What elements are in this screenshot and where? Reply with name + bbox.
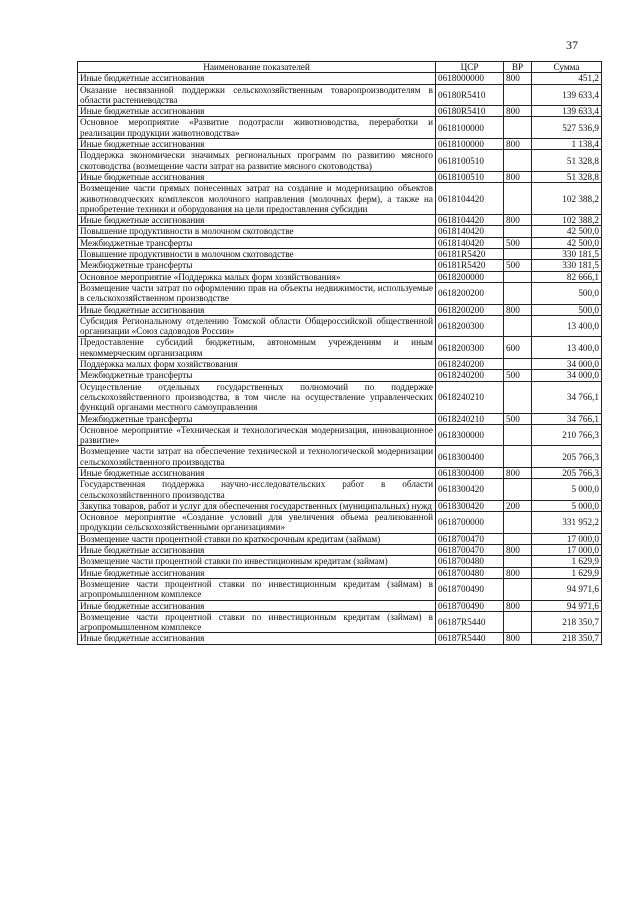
- table-row: [78, 304, 602, 315]
- table-row: [78, 315, 602, 337]
- cell-name: Возмещение части процентной ставки по краткосрочным кредитам (займам): [78, 533, 436, 544]
- cell-name: Поддержка экономически значимых региональных программ по развитию мясного скотоводства (возмещение части затрат на развитие мясного скотоводства): [78, 150, 436, 172]
- cell-sum: 17 000,0: [532, 533, 602, 544]
- cell-vr: 500: [504, 370, 532, 381]
- cell-name: Осуществление отдельных государственных полномочий по поддержке сельскохозяйственного производства, в том числе на осуществление управленческих функций органами местного самоуправления: [78, 381, 436, 413]
- table-row: [78, 73, 602, 84]
- cell-sum: 1 138,4: [532, 139, 602, 150]
- cell-vr: [504, 479, 532, 501]
- cell-name: Иные бюджетные ассигнования: [78, 467, 436, 478]
- table-row: [78, 171, 602, 182]
- cell-sum: 17 000,0: [532, 545, 602, 556]
- cell-vr: [504, 556, 532, 567]
- cell-sum: 34 766,1: [532, 381, 602, 413]
- header-vr: ВР: [504, 62, 532, 73]
- cell-name: Иные бюджетные ассигнования: [78, 600, 436, 611]
- cell-vr: 500: [504, 413, 532, 424]
- cell-sum: 139 633,4: [532, 106, 602, 117]
- cell-vr: 800: [504, 545, 532, 556]
- budget-table: [77, 61, 602, 645]
- cell-name: Основное мероприятие «Поддержка малых форм хозяйствования»: [78, 271, 436, 282]
- cell-csr: 0618100000: [436, 117, 504, 139]
- cell-csr: 0618700470: [436, 545, 504, 556]
- table-row: [78, 600, 602, 611]
- cell-csr: 0618200300: [436, 337, 504, 359]
- cell-name: Возмещение части затрат по оформлению прав на объекты недвижимости, используемые в сельскохозяйственном производстве: [78, 282, 436, 304]
- cell-name: Иные бюджетные ассигнования: [78, 567, 436, 578]
- cell-sum: 51 328,8: [532, 150, 602, 172]
- table-row: [78, 533, 602, 544]
- cell-sum: 34 000,0: [532, 359, 602, 370]
- cell-vr: 800: [504, 171, 532, 182]
- table-header-row: [78, 62, 602, 73]
- table-row: [78, 556, 602, 567]
- cell-vr: 800: [504, 139, 532, 150]
- cell-csr: 0618700480: [436, 556, 504, 567]
- cell-name: Межбюджетные трансферты: [78, 237, 436, 248]
- cell-sum: 330 181,5: [532, 260, 602, 271]
- page-number: 37: [566, 38, 578, 52]
- cell-name: Основное мероприятие «Создание условий для увеличения объема реализованной продукции сельскохозяйственными организациями»: [78, 512, 436, 534]
- table-row: [78, 578, 602, 600]
- cell-vr: [504, 611, 532, 633]
- cell-csr: 0618240210: [436, 381, 504, 413]
- cell-sum: 205 766,3: [532, 446, 602, 468]
- cell-csr: 0618100510: [436, 171, 504, 182]
- table-body: [78, 73, 602, 644]
- cell-vr: 800: [504, 106, 532, 117]
- cell-vr: [504, 226, 532, 237]
- cell-csr: 0618700000: [436, 512, 504, 534]
- cell-csr: 0618140420: [436, 237, 504, 248]
- cell-vr: [504, 117, 532, 139]
- cell-vr: 800: [504, 304, 532, 315]
- cell-sum: 527 536,9: [532, 117, 602, 139]
- cell-name: Иные бюджетные ассигнования: [78, 139, 436, 150]
- cell-csr: 06181R5420: [436, 249, 504, 260]
- cell-sum: 218 350,7: [532, 611, 602, 633]
- header-sum: Сумма: [532, 62, 602, 73]
- cell-sum: 1 629,9: [532, 556, 602, 567]
- cell-sum: 500,0: [532, 282, 602, 304]
- cell-csr: 06180R5410: [436, 84, 504, 106]
- cell-csr: 0618300000: [436, 424, 504, 446]
- cell-vr: 200: [504, 500, 532, 511]
- table-row: [78, 633, 602, 644]
- cell-name: Иные бюджетные ассигнования: [78, 73, 436, 84]
- cell-vr: 800: [504, 633, 532, 644]
- cell-vr: 800: [504, 467, 532, 478]
- table-row: [78, 381, 602, 413]
- cell-sum: 42 500,0: [532, 226, 602, 237]
- table-row: [78, 424, 602, 446]
- cell-name: Иные бюджетные ассигнования: [78, 106, 436, 117]
- cell-name: Основное мероприятие «Техническая и технологическая модернизация, инновационное развитие»: [78, 424, 436, 446]
- cell-csr: 0618240210: [436, 413, 504, 424]
- cell-csr: 0618700470: [436, 533, 504, 544]
- cell-vr: [504, 271, 532, 282]
- cell-sum: 94 971,6: [532, 578, 602, 600]
- cell-vr: 800: [504, 600, 532, 611]
- cell-vr: 800: [504, 567, 532, 578]
- table-row: [78, 337, 602, 359]
- cell-name: Закупка товаров, работ и услуг для обеспечения государственных (муниципальных) нужд: [78, 500, 436, 511]
- cell-sum: 94 971,6: [532, 600, 602, 611]
- cell-vr: [504, 183, 532, 215]
- cell-csr: 0618700480: [436, 567, 504, 578]
- cell-csr: 0618200200: [436, 304, 504, 315]
- table-row: [78, 117, 602, 139]
- cell-csr: 0618104420: [436, 215, 504, 226]
- header-name: Наименование показателей: [78, 62, 436, 73]
- cell-csr: 0618300420: [436, 479, 504, 501]
- cell-csr: 0618200300: [436, 315, 504, 337]
- table-row: [78, 512, 602, 534]
- cell-vr: [504, 512, 532, 534]
- cell-vr: [504, 249, 532, 260]
- table-row: [78, 237, 602, 248]
- cell-name: Повышение продуктивности в молочном скотоводстве: [78, 226, 436, 237]
- table-row: [78, 370, 602, 381]
- cell-name: Поддержка малых форм хозяйствования: [78, 359, 436, 370]
- table-row: [78, 271, 602, 282]
- cell-sum: 139 633,4: [532, 84, 602, 106]
- cell-sum: 5 000,0: [532, 479, 602, 501]
- cell-name: Возмещение части прямых понесенных затрат на создание и модернизацию объектов животноводческих комплексов молочного направления (молочных ферм), а также на приобретение техники и оборудования на цели предоставления субсидии: [78, 183, 436, 215]
- cell-name: Государственная поддержка научно-исследовательских работ в области сельскохозяйственного производства: [78, 479, 436, 501]
- cell-name: Предоставление субсидий бюджетным, автономным учреждениям и иным некоммерческим организациям: [78, 337, 436, 359]
- cell-sum: 42 500,0: [532, 237, 602, 248]
- cell-sum: 330 181,5: [532, 249, 602, 260]
- cell-name: Межбюджетные трансферты: [78, 260, 436, 271]
- cell-csr: 0618240200: [436, 370, 504, 381]
- cell-csr: 0618300400: [436, 446, 504, 468]
- cell-csr: 0618200200: [436, 282, 504, 304]
- cell-vr: [504, 446, 532, 468]
- cell-sum: 34 000,0: [532, 370, 602, 381]
- table-row: [78, 413, 602, 424]
- table-row: [78, 479, 602, 501]
- cell-name: Иные бюджетные ассигнования: [78, 545, 436, 556]
- cell-name: Субсидия Региональному отделению Томской области Общероссийской общественной организации «Союз садоводов России»: [78, 315, 436, 337]
- table-row: [78, 139, 602, 150]
- cell-vr: [504, 578, 532, 600]
- cell-csr: 0618104420: [436, 183, 504, 215]
- cell-sum: 331 952,2: [532, 512, 602, 534]
- cell-sum: 451,2: [532, 73, 602, 84]
- cell-vr: 800: [504, 215, 532, 226]
- cell-name: Оказание несвязанной поддержки сельскохозяйственным товаропроизводителям в области растениеводства: [78, 84, 436, 106]
- cell-sum: 13 400,0: [532, 315, 602, 337]
- table-row: [78, 106, 602, 117]
- table-row: [78, 84, 602, 106]
- table-row: [78, 611, 602, 633]
- cell-sum: 34 766,1: [532, 413, 602, 424]
- cell-name: Возмещение части затрат на обеспечение технической и технологической модернизации сельскохозяйственного производства: [78, 446, 436, 468]
- cell-csr: 06187R5440: [436, 611, 504, 633]
- cell-sum: 13 400,0: [532, 337, 602, 359]
- cell-name: Межбюджетные трансферты: [78, 370, 436, 381]
- table-row: [78, 260, 602, 271]
- cell-csr: 0618300420: [436, 500, 504, 511]
- cell-csr: 0618100510: [436, 150, 504, 172]
- table-row: [78, 359, 602, 370]
- cell-name: Возмещение части процентной ставки по инвестиционным кредитам (займам) в агропромышленном комплексе: [78, 578, 436, 600]
- cell-csr: 0618000000: [436, 73, 504, 84]
- cell-name: Основное мероприятие «Развитие подотрасли животноводства, переработки и реализации продукции животноводства»: [78, 117, 436, 139]
- cell-sum: 102 388,2: [532, 183, 602, 215]
- cell-vr: 600: [504, 337, 532, 359]
- table-row: [78, 226, 602, 237]
- table-row: [78, 150, 602, 172]
- cell-sum: 205 766,3: [532, 467, 602, 478]
- table-row: [78, 467, 602, 478]
- cell-vr: [504, 150, 532, 172]
- cell-name: Возмещение части процентной ставки по инвестиционным кредитам (займам) в агропромышленном комплексе: [78, 611, 436, 633]
- cell-name: Повышение продуктивности в молочном скотоводстве: [78, 249, 436, 260]
- cell-vr: 500: [504, 260, 532, 271]
- cell-csr: 0618700490: [436, 578, 504, 600]
- table-row: [78, 446, 602, 468]
- cell-vr: 800: [504, 73, 532, 84]
- cell-name: Межбюджетные трансферты: [78, 413, 436, 424]
- cell-name: Иные бюджетные ассигнования: [78, 633, 436, 644]
- cell-csr: 0618100000: [436, 139, 504, 150]
- table-row: [78, 249, 602, 260]
- cell-name: Иные бюджетные ассигнования: [78, 215, 436, 226]
- table-row: [78, 183, 602, 215]
- cell-sum: 51 328,8: [532, 171, 602, 182]
- header-csr: ЦСР: [436, 62, 504, 73]
- table-row: [78, 215, 602, 226]
- cell-csr: 0618700490: [436, 600, 504, 611]
- cell-sum: 210 766,3: [532, 424, 602, 446]
- cell-vr: [504, 533, 532, 544]
- cell-name: Иные бюджетные ассигнования: [78, 171, 436, 182]
- cell-name: Иные бюджетные ассигнования: [78, 304, 436, 315]
- cell-vr: [504, 315, 532, 337]
- table-row: [78, 567, 602, 578]
- cell-sum: 218 350,7: [532, 633, 602, 644]
- cell-csr: 06181R5420: [436, 260, 504, 271]
- cell-sum: 1 629,9: [532, 567, 602, 578]
- cell-vr: [504, 381, 532, 413]
- cell-vr: [504, 282, 532, 304]
- cell-vr: [504, 359, 532, 370]
- table-row: [78, 545, 602, 556]
- cell-sum: 500,0: [532, 304, 602, 315]
- cell-vr: 500: [504, 237, 532, 248]
- table-row: [78, 500, 602, 511]
- cell-vr: [504, 84, 532, 106]
- cell-csr: 0618240200: [436, 359, 504, 370]
- cell-csr: 0618300400: [436, 467, 504, 478]
- cell-vr: [504, 424, 532, 446]
- cell-csr: 06180R5410: [436, 106, 504, 117]
- cell-csr: 06187R5440: [436, 633, 504, 644]
- cell-csr: 0618200000: [436, 271, 504, 282]
- cell-sum: 102 388,2: [532, 215, 602, 226]
- cell-csr: 0618140420: [436, 226, 504, 237]
- cell-sum: 82 666,1: [532, 271, 602, 282]
- table-row: [78, 282, 602, 304]
- cell-sum: 5 000,0: [532, 500, 602, 511]
- cell-name: Возмещение части процентной ставки по инвестиционным кредитам (займам): [78, 556, 436, 567]
